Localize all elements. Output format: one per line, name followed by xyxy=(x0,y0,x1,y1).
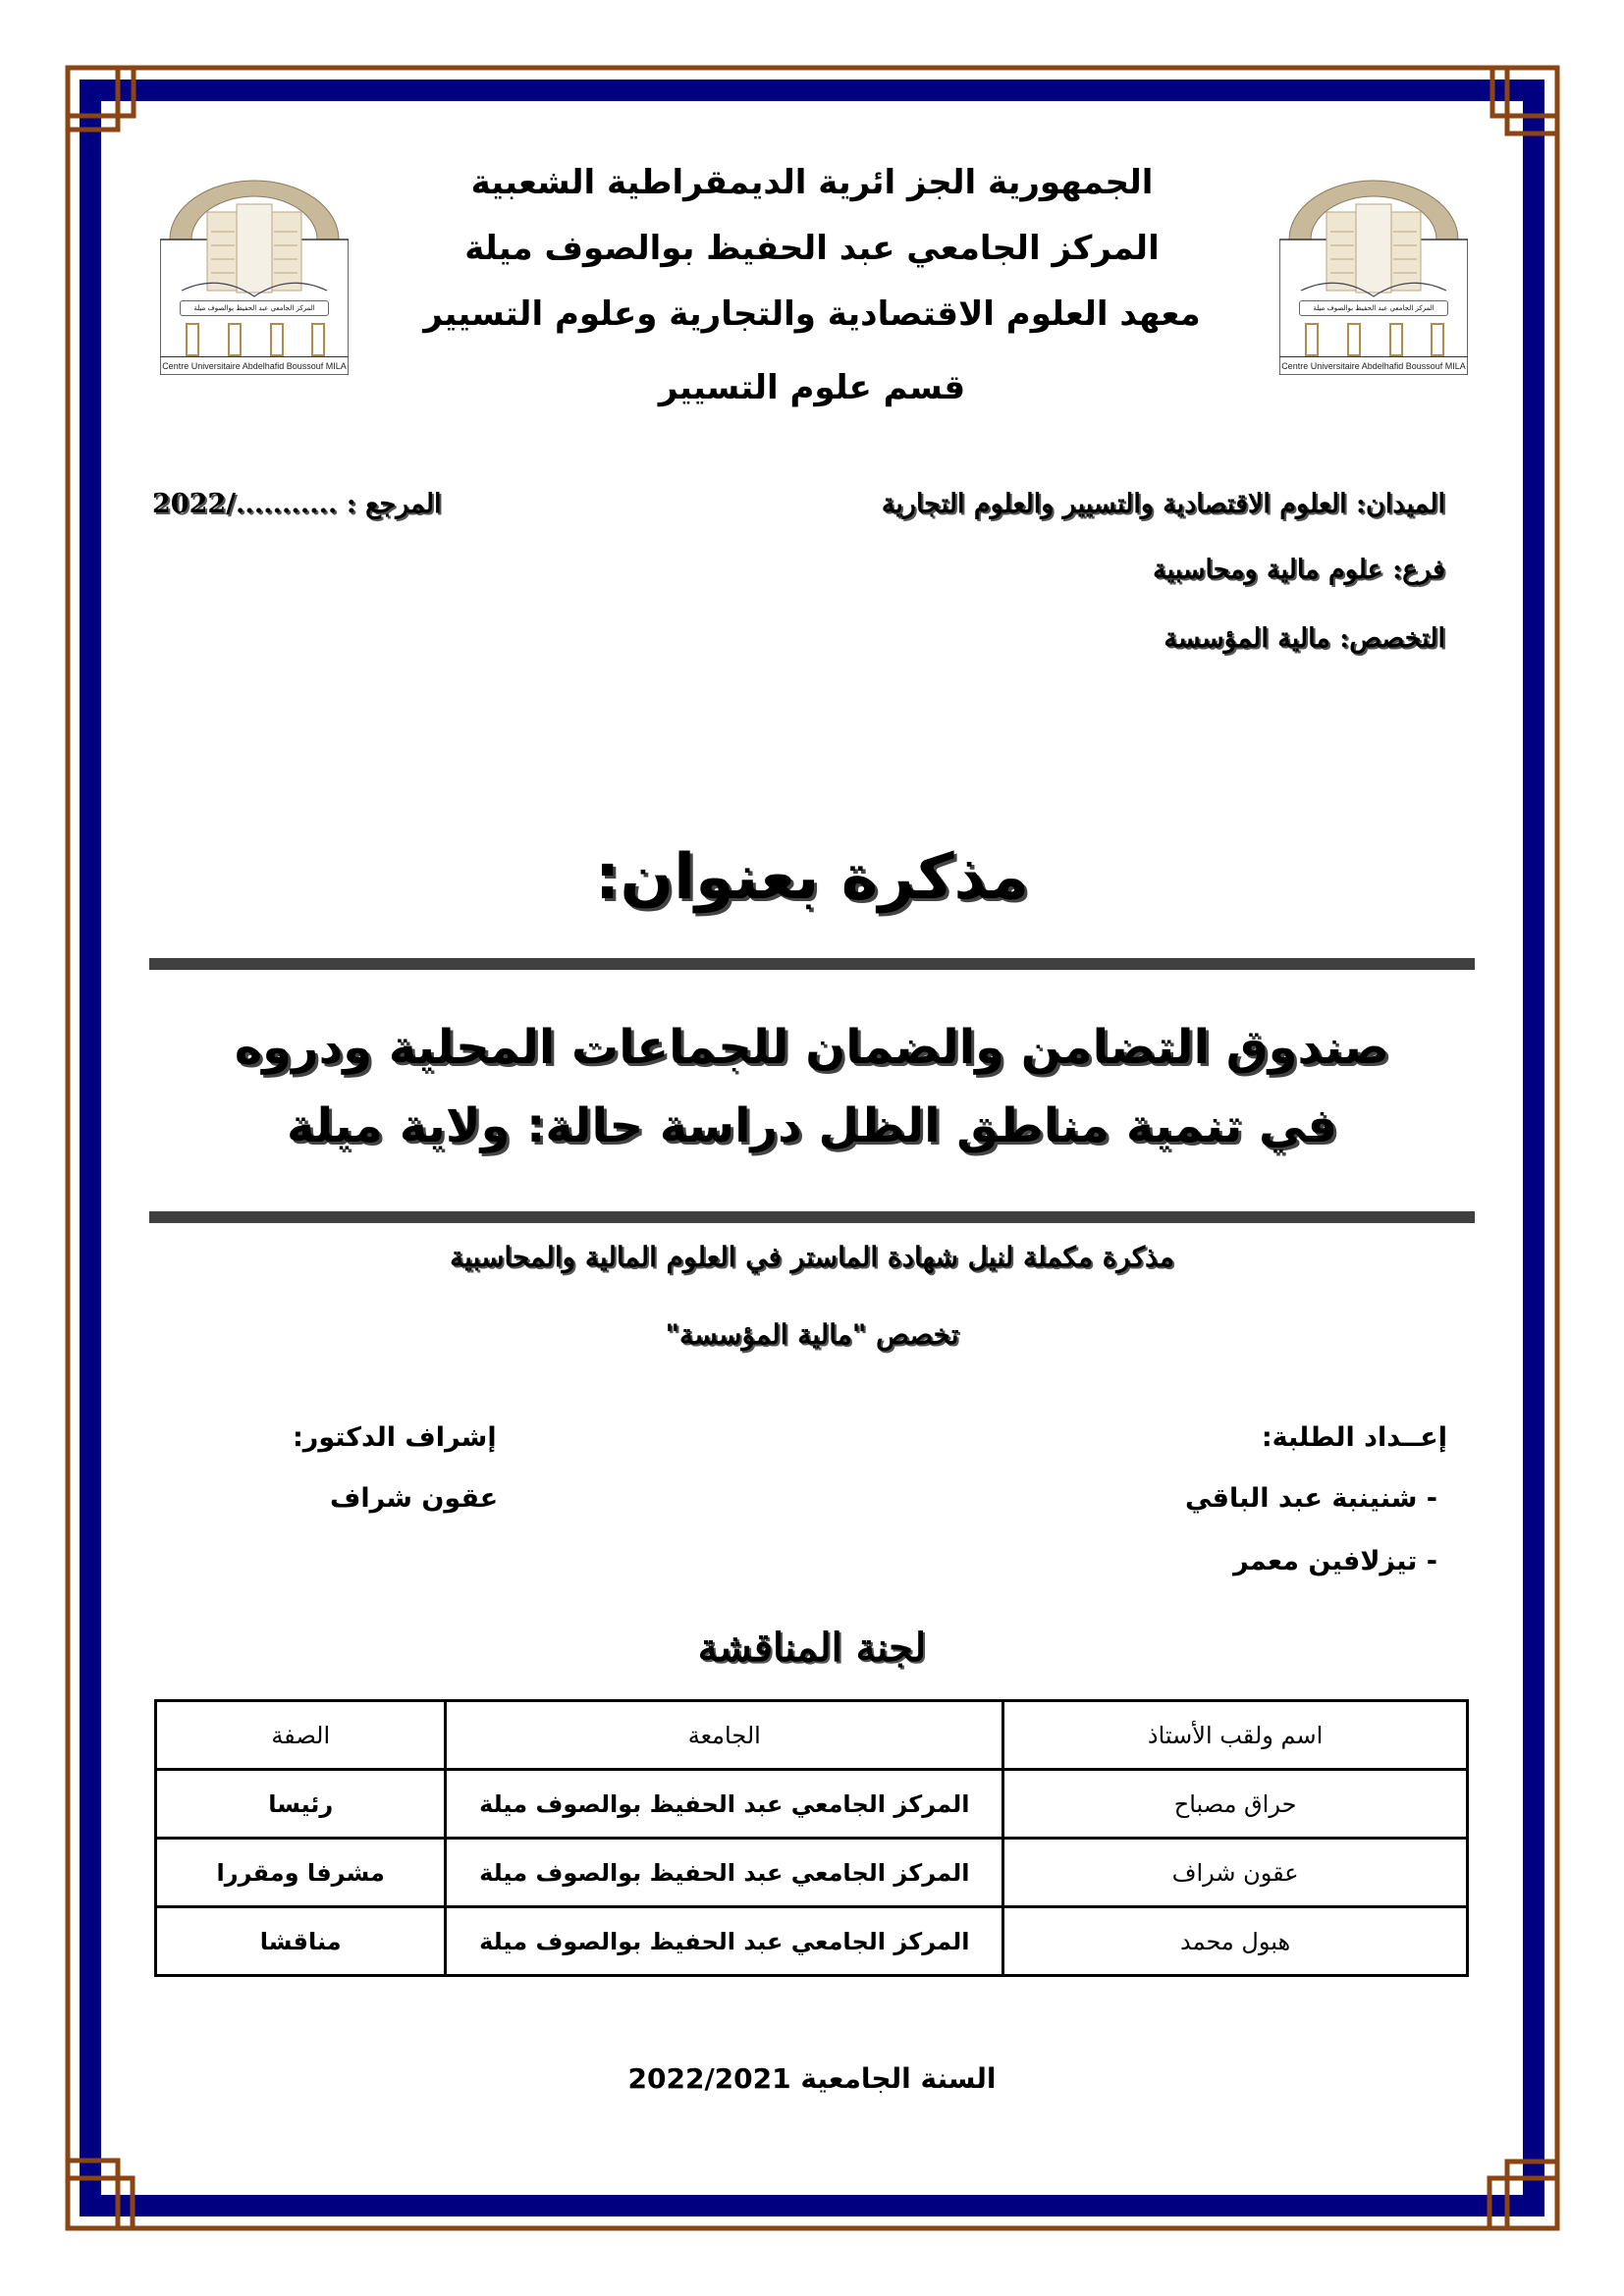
logo-banner-text: المركز الجامعي عبد الحفيظ بوالصوف ميلة xyxy=(180,300,329,316)
thesis-title-line-2: في تنمية مناطق الظل دراسة حالة: ولاية ميلة xyxy=(286,1098,1338,1153)
table-row xyxy=(156,1907,1468,1976)
student-name: - شنينبة عبد الباقي xyxy=(1184,1483,1437,1514)
university-building-emblem-icon xyxy=(1279,175,1468,375)
top-divider xyxy=(149,958,1475,970)
degree-specialty: تخصص "مالية المؤسسة" xyxy=(665,1318,959,1351)
table-header-row xyxy=(156,1701,1468,1770)
thesis-title-line-1: صندوق التضامن والضمان للجماعات المحلية ودروه xyxy=(234,1020,1390,1075)
member-role: مشرفا ومقررا xyxy=(156,1839,446,1907)
column-header-university: الجامعة xyxy=(446,1701,1003,1770)
academic-year: السنة الجامعية 2022/2021 xyxy=(627,2062,997,2095)
member-name: حراق مصباح xyxy=(1003,1770,1468,1839)
member-role: مناقشا xyxy=(156,1907,446,1976)
member-name: عقون شراف xyxy=(1003,1839,1468,1907)
student-name: - تيزلافين معمر xyxy=(1233,1546,1437,1576)
supervisor-name: عقون شراف xyxy=(330,1483,499,1514)
member-role: رئيسا xyxy=(156,1770,446,1839)
member-university: المركز الجامعي عبد الحفيظ بوالصوف ميلة xyxy=(446,1907,1003,1976)
member-name: هبول محمد xyxy=(1003,1907,1468,1976)
students-label: إعــداد الطلبة: xyxy=(1261,1422,1447,1453)
header-institute: معهد العلوم الاقتصادية والتجارية وعلوم التسيير xyxy=(423,294,1201,334)
header-department: قسم علوم التسيير xyxy=(658,368,966,407)
logo-banner-text: المركز الجامعي عبد الحفيظ بوالصوف ميلة xyxy=(1299,300,1448,316)
logo-caption: Centre Universitaire Abdelhafid Boussouf MILA xyxy=(1279,356,1468,375)
university-logo-right xyxy=(1279,175,1468,375)
column-header-role: الصفة xyxy=(156,1701,446,1770)
university-building-emblem-icon xyxy=(160,175,349,375)
member-university: المركز الجامعي عبد الحفيظ بوالصوف ميلة xyxy=(446,1770,1003,1839)
degree-description: مذكرة مكملة لنيل شهادة الماستر في العلوم المالية والمحاسبية xyxy=(450,1241,1174,1273)
branch-label: فرع: علوم مالية ومحاسبية xyxy=(1153,555,1445,585)
field-label: الميدان: العلوم الاقتصادية والتسيير والعلوم التجارية xyxy=(881,489,1445,519)
table-row xyxy=(156,1770,1468,1839)
header-university: المركز الجامعي عبد الحفيظ بوالصوف ميلة xyxy=(464,229,1160,268)
committee-title: لجنة المناقشة xyxy=(697,1625,927,1671)
bottom-divider xyxy=(149,1211,1475,1223)
table-row xyxy=(156,1839,1468,1907)
university-logo-left xyxy=(160,175,349,375)
logo-caption: Centre Universitaire Abdelhafid Boussouf MILA xyxy=(160,356,349,375)
committee-table xyxy=(154,1699,1469,1977)
header-republic: الجمهورية الجز ائرية الديمقراطية الشعبية xyxy=(470,163,1154,202)
supervisor-label: إشراف الدكتور: xyxy=(293,1422,497,1453)
column-header-name: اسم ولقب الأستاذ xyxy=(1003,1701,1468,1770)
member-university: المركز الجامعي عبد الحفيظ بوالصوف ميلة xyxy=(446,1839,1003,1907)
memo-heading: مذكرة بعنوان: xyxy=(594,841,1030,914)
reference-number: المرجع : .........../2022 xyxy=(152,489,442,519)
specialty-label: التخصص: مالية المؤسسة xyxy=(1164,623,1445,654)
